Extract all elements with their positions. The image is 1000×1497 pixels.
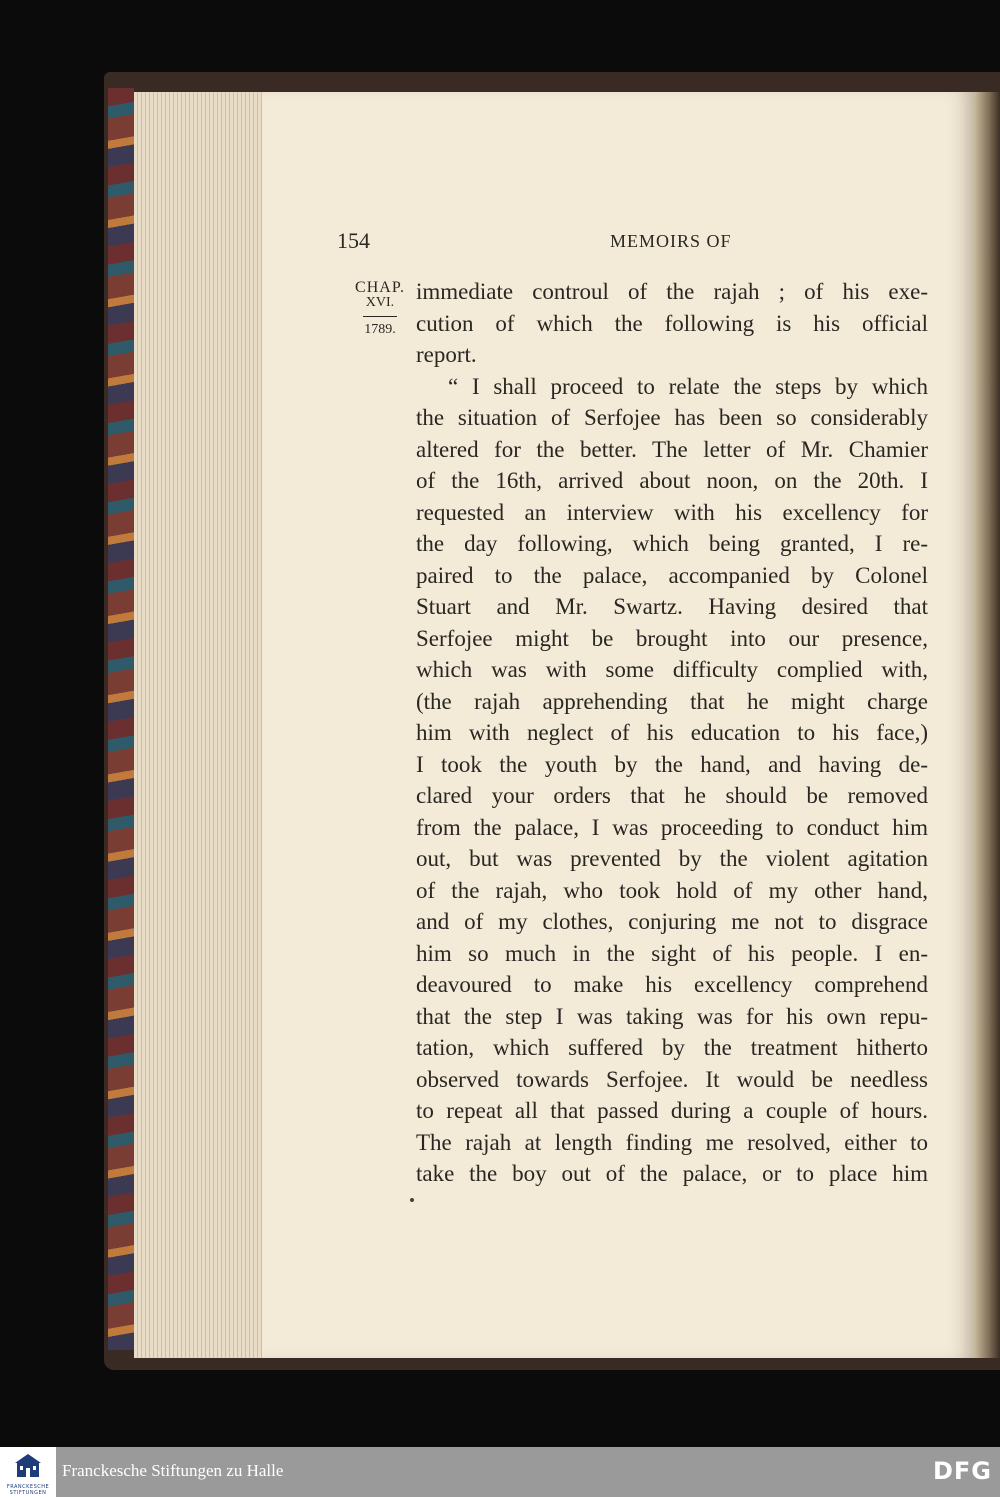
text-line: immediate controul of the rajah ; of his exe- xyxy=(416,279,928,304)
text-line: Stuart and Mr. Swartz. Having desired that xyxy=(416,594,928,619)
book-gutter xyxy=(974,92,1000,1358)
text-line: of the 16th, arrived about noon, on the 20th. I xyxy=(416,468,928,493)
institution-name: Franckesche Stiftungen zu Halle xyxy=(62,1461,284,1480)
text-line: out, but was prevented by the violent agitation xyxy=(416,846,928,871)
logo-caption: FRANCKESCHE STIFTUNGEN xyxy=(6,1484,50,1496)
text-line: him so much in the sight of his people. I en- xyxy=(416,940,928,966)
chapter-label: CHAP. xyxy=(355,279,405,296)
text-line: him with neglect of his education to his face,) xyxy=(416,720,928,745)
body-text xyxy=(416,276,928,1190)
text-line: clared your orders that he should be removed xyxy=(416,783,928,808)
text-line: cution of which the following is his official xyxy=(416,310,928,336)
text-line: Serfojee might be brought into our presence, xyxy=(416,625,928,651)
text-line: that the step I was taking was for his own repu- xyxy=(416,1003,928,1029)
building-icon xyxy=(14,1453,42,1479)
text-line: paired to the palace, accompanied by Colonel xyxy=(416,562,928,588)
margin-rule xyxy=(363,316,397,317)
text-line: altered for the better. The letter of Mr. Chamier xyxy=(416,436,928,462)
marbled-edge xyxy=(108,88,134,1350)
text-line: I took the youth by the hand, and having de- xyxy=(416,751,928,777)
text-line: to repeat all that passed during a couple of hours. xyxy=(416,1098,928,1123)
text-line: tation, which suffered by the treatment hitherto xyxy=(416,1035,928,1060)
text-line: observed towards Serfojee. It would be needless xyxy=(416,1066,928,1092)
margin-note xyxy=(352,280,408,337)
year-label: 1789. xyxy=(364,322,396,337)
dfg-logo: DFG xyxy=(932,1457,992,1485)
text-line: and of my clothes, conjuring me not to disgrace xyxy=(416,909,928,934)
footer-bar xyxy=(0,1447,1000,1497)
text-line: the situation of Serfojee has been so considerably xyxy=(416,405,928,430)
text-line: The rajah at length finding me resolved, either to xyxy=(416,1129,928,1155)
text-line: which was with some difficulty complied with, xyxy=(416,657,928,682)
text-line: from the palace, I was proceeding to conduct him xyxy=(416,814,928,840)
text-line: deavoured to make his excellency comprehend xyxy=(416,972,928,997)
text-line: requested an interview with his excellency for xyxy=(416,499,928,525)
text-line: take the boy out of the palace, or to place him xyxy=(416,1161,928,1186)
chapter-number: XVI. xyxy=(365,295,395,310)
text-line: of the rajah, who took hold of my other hand, xyxy=(416,877,928,903)
page-number: 154 xyxy=(337,228,370,253)
running-title: MEMOIRS OF xyxy=(610,231,732,251)
text-line: the day following, which being granted, I re- xyxy=(416,531,928,556)
text-line: “ I shall proceed to relate the steps by which xyxy=(448,373,928,399)
text-line: (the rajah apprehending that he might charge xyxy=(416,688,928,714)
page-edges xyxy=(134,92,268,1358)
running-head xyxy=(0,228,1000,258)
text-line: report. xyxy=(416,342,477,367)
institution-logo xyxy=(0,1447,56,1497)
ink-mark xyxy=(410,1198,414,1202)
